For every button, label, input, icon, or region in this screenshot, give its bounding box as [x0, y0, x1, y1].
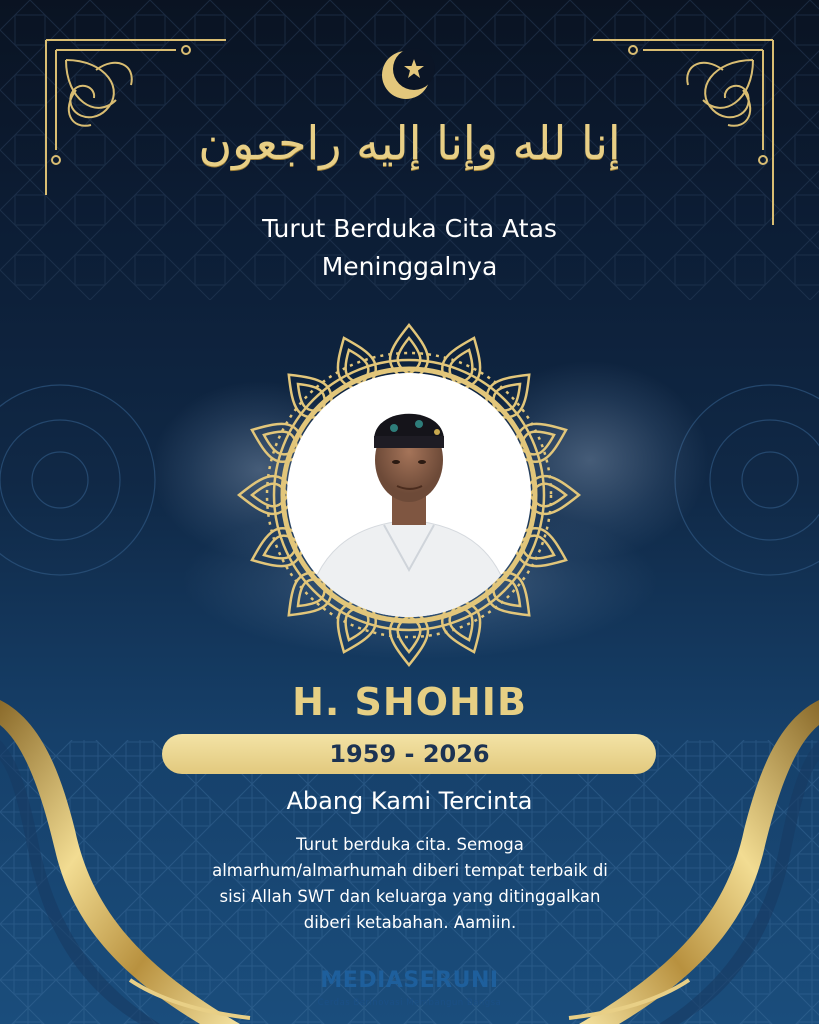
message-line: Turut berduka cita. Semoga — [296, 835, 524, 854]
message-line: sisi Allah SWT dan keluarga yang ditinggalkan — [219, 887, 601, 906]
crescent-star-icon — [378, 45, 438, 105]
brand-tagline: Cerdas Berinovasi Membangun Bangsa — [317, 998, 502, 1008]
deceased-name: H. SHOHIB — [292, 680, 527, 724]
condolence-message — [170, 832, 650, 936]
brand-logo — [0, 968, 819, 998]
brand-seruni: SERUNI — [403, 968, 499, 993]
message-line: diberi ketabahan. Aamiin. — [303, 913, 517, 932]
mandala-frame-icon — [234, 320, 584, 670]
intro-line: Meninggalnya — [321, 252, 498, 281]
intro-text — [0, 210, 819, 286]
arabic-calligraphy: إنا لله وإنا إليه راجعون — [198, 116, 621, 170]
brand-media: MEDIA — [320, 968, 404, 993]
intro-line: Turut Berduka Cita Atas — [262, 214, 557, 243]
relation-text: Abang Kami Tercinta — [286, 787, 533, 815]
message-line: almarhum/almarhumah diberi tempat terbaik di — [212, 861, 608, 880]
years-text: 1959 - 2026 — [329, 740, 490, 768]
